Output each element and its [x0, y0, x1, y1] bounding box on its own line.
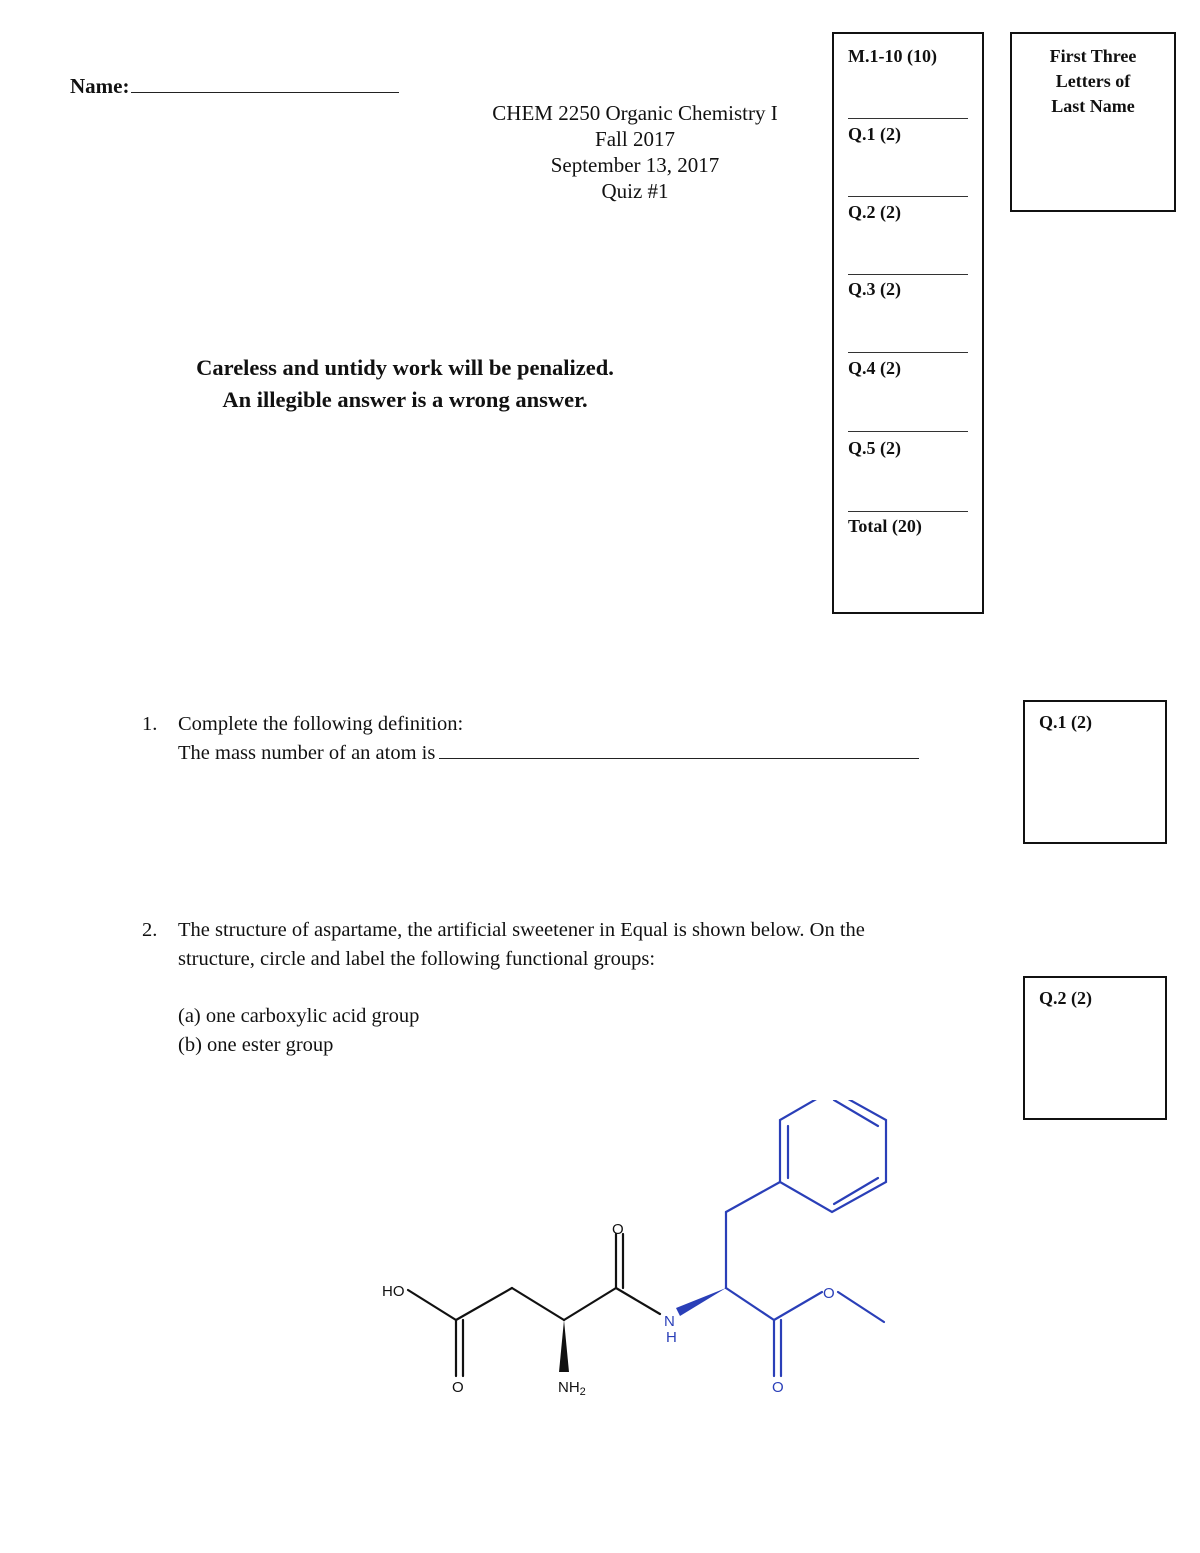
wedge-bond	[559, 1320, 569, 1372]
quiz-date: September 13, 2017	[550, 153, 720, 177]
ester-carbonyl-o-label: O	[772, 1379, 784, 1396]
q1-score-box[interactable]	[1023, 700, 1167, 844]
warning-line-1: Careless and untidy work will be penalized.	[196, 355, 614, 380]
name-field[interactable]	[70, 74, 399, 99]
score-row-q1: Q.1 (2)	[848, 124, 901, 144]
q2-score-label: Q.2 (2)	[1039, 988, 1092, 1008]
ho-label: HO	[382, 1283, 405, 1300]
question-2-part-b: (b) one ester group	[178, 1034, 334, 1056]
question-2	[142, 916, 1018, 1060]
letters-line-3: Last Name	[1051, 96, 1135, 116]
warning-line-2: An illegible answer is a wrong answer.	[222, 387, 588, 412]
question-1-line-1: Complete the following definition:	[178, 713, 464, 735]
nh2-label: $NH_2$	[558, 1379, 586, 1398]
name-label: Name:	[70, 74, 130, 98]
letters-line-1: First Three	[1049, 46, 1137, 66]
score-row-q3: Q.3 (2)	[848, 279, 901, 299]
h-label: H	[666, 1329, 677, 1346]
score-row-total: Total (20)	[848, 516, 922, 536]
question-1	[142, 710, 998, 768]
last-name-letters-box[interactable]	[1010, 32, 1176, 212]
score-row-q2: Q.2 (2)	[848, 202, 901, 222]
question-1-number: 1.	[142, 713, 158, 735]
question-2-line-2: structure, circle and label the following functional groups:	[178, 948, 656, 970]
score-line[interactable]	[848, 431, 968, 432]
blue-bonds	[726, 1100, 886, 1376]
answer-blank[interactable]	[439, 742, 919, 759]
question-2-part-a: (a) one carboxylic acid group	[178, 1005, 420, 1027]
quiz-header	[430, 100, 840, 204]
amide-o-label: O	[612, 1221, 624, 1238]
question-2-line-1: The structure of aspartame, the artificial sweetener in Equal is shown below. On the	[178, 919, 865, 941]
course-title: CHEM 2250 Organic Chemistry I	[492, 101, 778, 125]
score-line[interactable]	[848, 352, 968, 353]
score-row-q5: Q.5 (2)	[848, 438, 901, 458]
ester-o-label: O	[823, 1285, 835, 1302]
name-blank[interactable]	[131, 74, 399, 93]
score-box	[832, 32, 984, 614]
warning-notice	[140, 352, 670, 416]
term: Fall 2017	[595, 127, 675, 151]
acid-o-label: O	[452, 1379, 464, 1396]
black-bonds	[408, 1234, 660, 1376]
blue-wedge-bond	[676, 1288, 726, 1316]
n-label: N	[664, 1313, 675, 1330]
letters-line-2: Letters of	[1055, 71, 1131, 91]
score-line[interactable]	[848, 196, 968, 197]
q2-score-box[interactable]	[1023, 976, 1167, 1120]
q1-score-label: Q.1 (2)	[1039, 712, 1092, 732]
score-line[interactable]	[848, 118, 968, 119]
score-line[interactable]	[848, 274, 968, 275]
question-1-line-2: The mass number of an atom is	[178, 742, 436, 764]
score-line[interactable]	[848, 511, 968, 512]
score-row-q4: Q.4 (2)	[848, 358, 901, 378]
question-2-number: 2.	[142, 919, 158, 941]
score-row-m: M.1-10 (10)	[848, 46, 937, 66]
aspartame-structure	[360, 1100, 920, 1420]
quiz-number: Quiz #1	[601, 179, 669, 203]
